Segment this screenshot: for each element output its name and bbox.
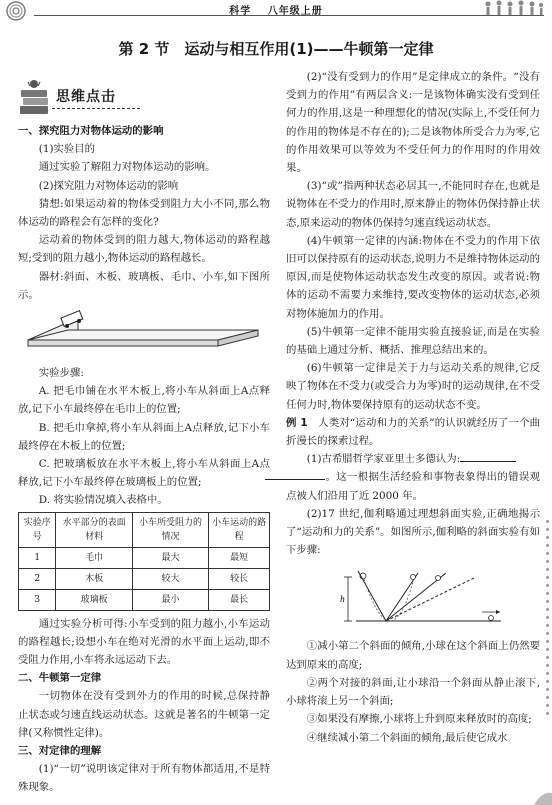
paragraph: (1)“一切”说明该定律对于所有物体都适用,不是特殊现象。 [18, 763, 270, 794]
heading-1: 一、探究阻力对物体运动的影响 [18, 125, 164, 137]
header-subject: 科学 [229, 6, 252, 17]
question-1 [286, 450, 540, 505]
answer-blank [460, 451, 516, 462]
ramp-cart-icon [18, 304, 270, 364]
edge-dots-decoration [546, 520, 549, 720]
paragraph: 运动着的物体受到的阻力越大,物体运动的路程越短;受到的阻力越小,物体运动的路程越长。 [18, 234, 270, 265]
paragraph: (2)“没有受到力的作用”是定律成立的条件。“没有受到力的作用”有两层含义:一是该物体确实没有受到任何力的作用,这是一种理想化的情况(实际上,不受任何力的作用的物体是不存在的);二是该物体所受合力为零,它的作用效果可以等效为不受任何力的作用时的作用效果。 [286, 71, 540, 175]
paragraph: 一切物体在没有受到外力的作用的时候,总保持静止状态或匀速直线运动状态。这就是著名的牛顿第一定律(又称惯性定律)。 [18, 690, 270, 739]
galileo-incline-figure [286, 559, 540, 637]
step-1: ①减小第二个斜面的倾角,小球在这个斜面上仍然要达到原来的高度; [286, 640, 540, 671]
table-row [19, 568, 270, 589]
table-header-cell: 水平部分的表面材料 [56, 512, 132, 547]
table-cell: 最长 [209, 589, 270, 610]
table-row [19, 589, 270, 610]
step-d: D. 将实验情况填入表格中。 [38, 494, 168, 507]
heading-2: 二、牛顿第一定律 [18, 672, 102, 685]
experiment-table [18, 512, 270, 611]
section-banner [18, 76, 270, 122]
table-cell: 毛巾 [56, 547, 132, 568]
table-cell: 较长 [209, 568, 270, 589]
page-title: 第 2 节 运动与相互作用(1)——牛顿第一定律 [118, 40, 434, 58]
answer-blank [265, 469, 325, 480]
table-cell: 最小 [132, 589, 208, 610]
table-header-cell: 小车所受阻力的情况 [132, 512, 208, 547]
step-c: C. 把玻璃板放在水平木板上,将小车从斜面上A点释放,记下小车最终停在玻璃板上的位置; [18, 458, 270, 489]
example-1 [286, 414, 540, 450]
conclusion: 通过实验分析可得:小车受到的阻力越小,小车运动的路程越长;设想小车在绝对光滑的水平面上运动,即不受阻力作用,小车将永远运动下去。 [18, 617, 270, 667]
question-1-start: (1)古希腊哲学家亚里士多德认为: [306, 453, 461, 466]
table-cell: 较大 [132, 568, 208, 589]
incline-diagram-icon [286, 559, 540, 637]
table-cell: 最短 [209, 547, 270, 568]
step-4: ④继续减小第二个斜面的倾角,最后使它成水 [306, 731, 508, 744]
table-header-cell: 小车运动的路程 [209, 512, 270, 547]
steps-title: 实验步骤: [38, 367, 84, 380]
table-header-cell: 实验序号 [19, 512, 56, 547]
table-row [19, 547, 270, 568]
table-cell: 2 [19, 568, 56, 589]
paragraph: 猜想:如果运动着的物体受到阻力大小不同,那么物体运动的路程会有怎样的变化? [18, 197, 270, 229]
step-a: A. 把毛巾铺在水平木板上,将小车从斜面上A点释放,记下小车最终停在毛巾上的位置; [18, 385, 270, 416]
question-2: (2)17 世纪,伽利略通过理想斜面实验,正确地揭示了“运动和力的关系”。如图所示,伽利略的斜面实验有如下步骤: [286, 507, 540, 557]
paragraph: 器材:斜面、木板、玻璃板、毛巾、小车,如下图所示。 [18, 270, 270, 301]
page-header [0, 0, 552, 22]
example-label: 例 1 [286, 416, 308, 429]
example-text: 人类对“运动和力的关系”的认识就经历了一个曲折漫长的探索过程。 [286, 416, 541, 448]
table-cell: 1 [19, 547, 56, 568]
header-grade: 八年级上册 [267, 6, 323, 17]
paragraph: (2)探究阻力对物体运动的影响 [38, 179, 179, 192]
question-1-end: 。这一根据生活经验和事物表象得出的错误观点被人们沿用了近 2000 年。 [286, 471, 540, 502]
books-icon [18, 78, 52, 118]
paragraph: (1)实验目的 [38, 143, 96, 156]
right-column [286, 68, 540, 747]
figure-label-h: h [340, 595, 346, 605]
table-cell: 玻璃板 [56, 589, 132, 610]
heading-3: 三、对定律的理解 [18, 745, 102, 758]
paragraph: (3)“或”指两种状态必居其一,不能同时存在,也就是说物体在不受力的作用时,原来静止的物体仍保持静止状态,原来运动的物体仍保持匀速直线运动状态。 [286, 180, 540, 229]
page-corner-icon [532, 789, 552, 805]
paragraph: (4)牛顿第一定律的内涵:物体在不受力的作用下依旧可以保持原有的运动状态,说明力不是维持物体运动的原因,而是使物体运动状态发生改变的原因。或者说:物体的运动不需要力来维持,要改变物体的运动状态,必须对物体施加力的作用。 [286, 234, 540, 320]
step-b: B. 把毛巾拿掉,将小车从斜面上A点释放,记下小车最终停在木板上的位置; [18, 421, 270, 452]
paragraph: 通过实验了解阻力对物体运动的影响。 [38, 161, 216, 174]
paragraph: (5)牛顿第一定律不能用实验直接验证,而是在实验的基础上通过分析、概括、推理总结出来的。 [286, 325, 540, 357]
step-2: ②两个对接的斜面,让小球沿一个斜面从静止滚下,小球将滚上另一个斜面; [286, 676, 540, 708]
header-text [0, 2, 552, 17]
step-3: ③如果没有摩擦,小球将上升到原来释放时的高度; [306, 713, 532, 726]
table-header-row [19, 512, 270, 547]
banner-underline [52, 108, 140, 109]
left-column [18, 76, 270, 797]
table-cell: 3 [19, 589, 56, 610]
ramp-cart-figure [18, 304, 270, 364]
paragraph: (6)牛顿第一定律是关于力与运动关系的规律,它反映了物体在不受力(或受合力为零)时的运动规律,在不受任何力时,物体要保持原有的运动状态不变。 [286, 362, 540, 411]
people-decoration-icon [482, 0, 544, 18]
section-banner-label: 思维点击 [56, 89, 116, 105]
table-cell: 最大 [132, 547, 208, 568]
table-cell: 木板 [56, 568, 132, 589]
